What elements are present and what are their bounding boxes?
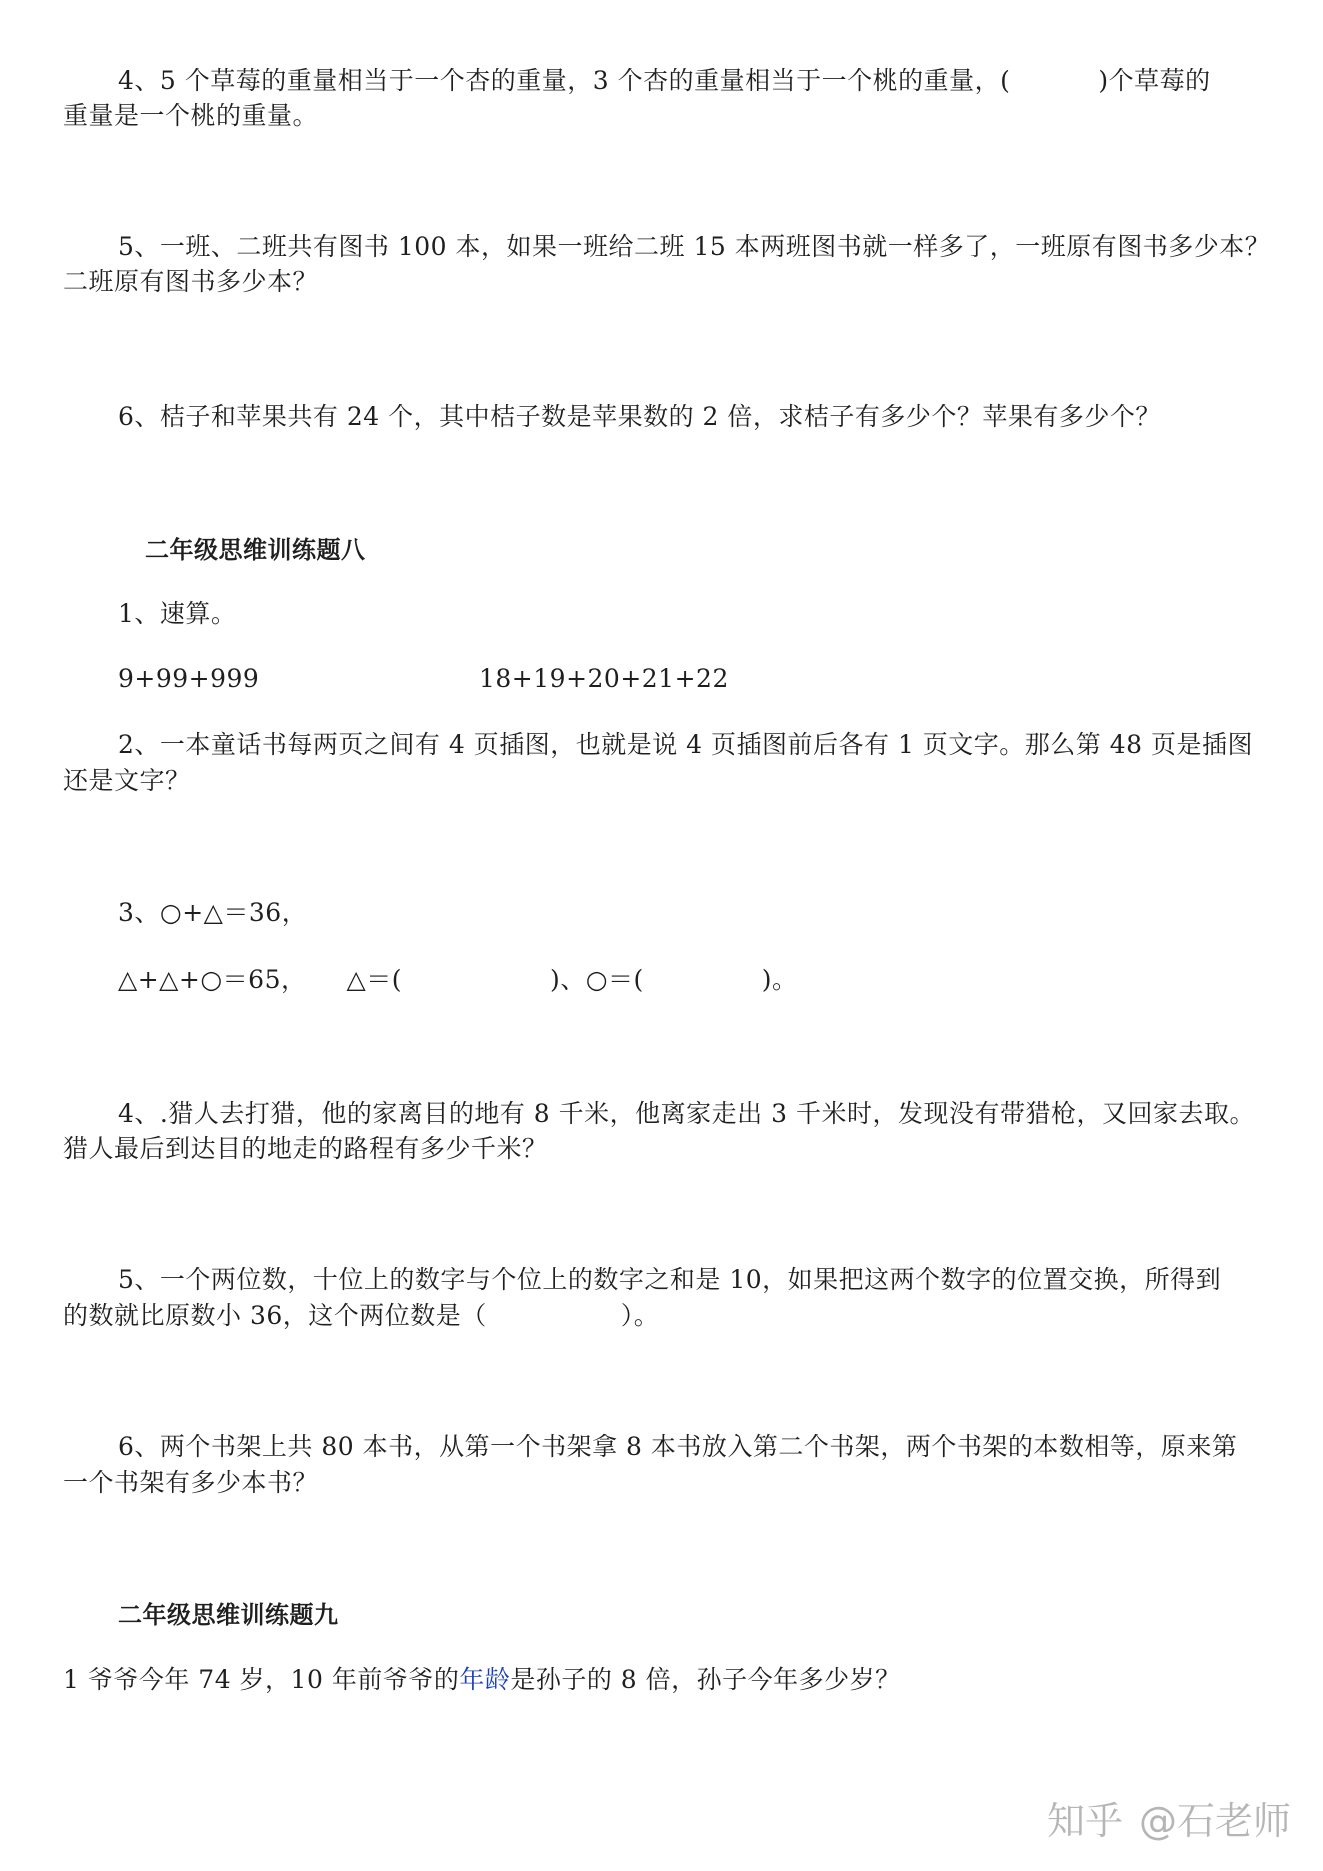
watermark-author: @石老师 [1138, 1799, 1291, 1843]
q8-3-circle-answer: )、○＝( [549, 965, 644, 994]
q8-5-close: ）。 [620, 1301, 660, 1330]
q7-4-line1 [118, 63, 1211, 99]
q8-4-line2: 猎人最后到达目的地走的路程有多少千米？ [63, 1134, 548, 1163]
q7-6-line1: 6、桔子和苹果共有 24 个，其中桔子数是苹果数的 2 倍，求桔子有多少个？苹果有多少个？ [118, 402, 1161, 431]
q7-5-line2: 二班原有图书多少本？ [63, 267, 319, 296]
q8-4-line1: 4、.猎人去打猎，他的家离目的地有 8 千米，他离家走出 3 千米时，发现没有带猎枪，又回家去取。 [118, 1099, 1255, 1128]
q7-5-line1: 5、一班、二班共有图书 100 本，如果一班给二班 15 本两班图书就一样多了，一班原有图书多少本？ [118, 232, 1271, 261]
q8-1-expr-b: 18+19+20+21+22 [479, 664, 729, 693]
q8-3-equation: △+△+○＝65， [118, 965, 307, 994]
q9-1-line [63, 1662, 901, 1698]
q8-2-line2: 还是文字？ [63, 766, 191, 795]
q8-6-line1: 6、两个书架上共 80 本书，从第一个书架拿 8 本书放入第二个书架，两个书架的本数相等，原来第 [118, 1432, 1238, 1461]
age-link[interactable]: 年龄 [459, 1665, 511, 1694]
q8-5-line1: 5、一个两位数，十位上的数字与个位上的数字之和是 10，如果把这两个数字的位置交换，所得到 [118, 1265, 1222, 1294]
watermark-site: 知乎 [1046, 1799, 1123, 1843]
section-8-title: 二年级思维训练题八 [145, 536, 366, 564]
q8-1-label: 1、速算。 [118, 599, 237, 628]
q7-4-text-a: 4、5 个草莓的重量相当于一个杏的重量，3 个杏的重量相当于一个桃的重量，( [118, 66, 1011, 95]
q9-1-text-a: 1 爷爷今年 74 岁，10 年前爷爷的 [63, 1665, 460, 1694]
q7-4-line2: 重量是一个桃的重量。 [63, 101, 319, 130]
q7-4-text-b: )个草莓的 [1098, 66, 1211, 95]
q8-2-line1: 2、一本童话书每两页之间有 4 页插图，也就是说 4 页插图前后各有 1 页文字。那么第 48 页是插图 [118, 730, 1254, 759]
q8-5-text: 的数就比原数小 36，这个两位数是（ [63, 1301, 487, 1330]
q8-3-line1: 3、○+△＝36， [118, 898, 308, 927]
zhihu-watermark [1047, 1790, 1291, 1845]
q8-3-line2 [118, 962, 798, 998]
q8-3-close: )。 [761, 965, 798, 994]
section-9-title: 二年级思维训练题九 [118, 1601, 339, 1629]
q8-5-line2 [63, 1298, 659, 1334]
q8-3-triangle-answer: △＝( [346, 965, 402, 994]
q8-6-line2: 一个书架有多少本书？ [63, 1468, 319, 1497]
q8-1-expr-a: 9+99+999 [118, 664, 260, 693]
q9-1-text-b: 是孙子的 8 倍，孙子今年多少岁？ [510, 1665, 901, 1694]
